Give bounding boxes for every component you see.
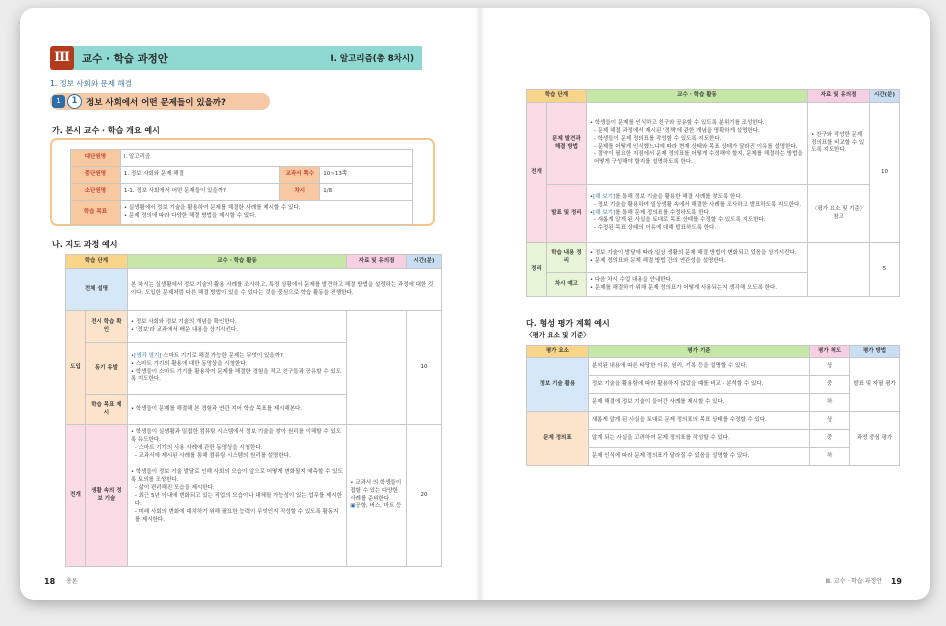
eval-criterion: 분석된 내용에 따른 타당한 이유, 원리, 기록 등을 설명할 수 있다. [588,358,809,376]
step-intro: 도입 [66,311,86,425]
try-tag: [해 보기] [593,209,616,216]
step-development: 전개 [66,425,86,567]
overview-value: 1. 정보 사회와 문제 해결 [120,167,279,184]
time-cell: 5 [870,243,900,297]
substep-preview: 차시 예고 [546,273,586,297]
eval-group-tech: 정보 기술 활용 [527,358,589,412]
activity-line: - 미래 사회의 변화에 대처하기 위해 필요한 능력이 무엇인지 작성할 수 있도록 활동지를 제시한다. [134,508,339,523]
activity-line: • 학생들이 스마트 기기를 활용하여 문제를 해결한 경험을 적고 친구들과 공유할 수 있도록 지도한다. [130,368,342,383]
overview-value: 10~13쪽 [320,167,413,184]
activity-cell [586,185,807,243]
chapter-title: 교수 · 학습 과정안 [82,53,168,65]
eval-scale: 중 [810,376,850,394]
activity-line: •[생각 열기] 스마트 기기로 해결 가능한 문제는 무엇이 있을까? [130,352,283,359]
header-eval-element: 평가 요소 [527,346,589,358]
eval-criterion: 문제 해결에 정보 기술이 들어간 사례를 제시할 수 있다. [588,394,809,412]
material-cell [347,425,407,567]
header-activity: 교수 · 학습 활동 [586,90,807,103]
activity-line: • 학생들이 문제를 인식하고 친구와 공유할 수 있도록 분위기를 조성한다. [589,119,765,126]
eval-scale: 하 [810,448,850,466]
chapter-number-badge: Ⅲ [50,46,74,70]
activity-cell [127,343,346,395]
material-cell [347,311,407,425]
activity-line: - 학생들이 문제 정의표를 작성할 수 있도록 지도한다. [593,135,722,142]
process-table-continued [526,89,900,297]
material-cell: 〈평가 요소 및 기준〉참고 [808,185,870,243]
overview-text: 본 차시는 실생활에서 정보 기술의 활용 사례를 조사하고, 특정 상황에서 문제를 발견하고 해결 방법을 설정하는 과정에 대한 것이다. 도입한 문제처럼 다른 해결 방법이 있을 수 있다는 것을 중심으로 학습 활동을 진행한다. [127,269,441,311]
eval-scale: 상 [810,358,850,376]
header-material: 자료 및 유의점 [808,90,870,103]
lesson-number-badge: 1 [52,95,65,108]
chapter-header [50,46,422,70]
activity-line: - 최근 5년 이내에 변화되고 있는 직업의 모습이나 대체될 가능성이 있는 업무를 제시한다. [134,492,342,507]
header-eval-method: 평가 방법 [850,346,900,358]
time-cell: 20 [407,425,442,567]
step-wrapup: 정리 [527,243,547,297]
learning-goals [120,201,412,225]
think-tag: [생각 열기] [134,352,162,359]
header-activity: 교수 · 학습 활동 [127,255,346,269]
activity-cell [586,273,807,297]
activity-line: •[해 보기]를 통해 문제 정의표를 수정하도록 한다. [589,209,711,216]
substep-presentation: 발표 및 정리 [546,185,586,243]
activity-line: - 정보 기술을 활용하여 일상생활 속에서 해결한 사례를 조사하고 발표하도록 지도한다. [593,201,802,208]
activity-line: •[해 보기]를 통해 정보 기술을 활용한 해결 사례를 찾도록 한다. [589,193,743,200]
section-b-title: 나. 지도 과정 예시 [52,240,118,249]
activity-cell [127,425,346,567]
time-cell: 10 [870,103,900,243]
eval-scale: 중 [810,430,850,448]
material-cell: • 친구와 작성한 문제 정의표를 비교할 수 있도록 지도한다. [808,103,870,185]
overview-label: 중단원명 [71,167,121,184]
activity-cell [127,311,346,343]
material-example: 공항, 버스, 마트 등 [355,503,402,510]
lesson-question-banner [50,93,270,110]
step-development: 전개 [527,103,547,243]
book-spread [20,8,930,600]
activity-line: - 문제 해결 과정에서 제시된 '정책'에 관한 개념을 명확하게 설명한다. [593,127,760,134]
header-eval-scale: 평가 척도 [810,346,850,358]
activity-line: • 스마트 기기의 활용에 대한 동영상을 시청한다. [130,360,248,367]
activity-text: 스마트 기기로 해결 가능한 문제는 무엇이 있을까? [161,352,283,359]
eval-criterion: 문제 인식에 따라 문제 정의표가 달라질 수 있음을 설명할 수 있다. [588,448,809,466]
step-overview: 전체 설명 [66,269,128,311]
activity-line: - 삶이 편리해진 모습을 제시한다. [134,484,215,491]
activity-line: • 문제를 해결하기 위해 문제 정의표가 어떻게 사용되는지 생각해 오도록 한다. [589,284,778,291]
substep-goal: 학습 목표 제시 [85,395,127,425]
substep-life-tech: 생활 속의 정보 기술 [85,425,127,567]
activity-line: • 정보 기술이 발달에 따라 일상 생활의 문제 해결 방법이 변화되고 있음을 상기시킨다. [589,249,797,256]
overview-value: Ⅰ. 알고리즘 [120,150,412,167]
right-page [485,8,930,600]
activity-line: - 수정된 목표 상태의 이유에 대해 발표하도록 한다. [593,225,717,232]
overview-value: 1-1. 정보 사회에서 어떤 문제들이 있을까? [120,184,279,201]
page-number-right: 19 [890,577,902,586]
activity-line: • 정보 사회와 정보 기술의 개념을 확인한다. [130,318,237,325]
header-step: 학습 단계 [527,90,587,103]
overview-label: 교과서 쪽수 [280,167,320,184]
overview-label: 차시 [280,184,320,201]
eval-method: 과정 중심 평가 [850,412,900,466]
goal-line: • 문제 정의에 따라 다양한 해결 방법을 제시할 수 있다. [123,212,257,219]
activity-cell [586,103,807,185]
substep-summary: 학습 내용 정리 [546,243,586,273]
section-a-title: 가. 본시 교수 · 학습 개요 예시 [52,126,160,135]
eval-scale: 상 [810,412,850,430]
page-number-left: 18 [44,577,56,586]
left-page [20,8,475,600]
evaluation-table [526,345,900,466]
overview-table [70,149,413,225]
section-subheading: 1. 정보 사회와 문제 해결 [50,79,132,88]
activity-line: - 절약이 필요한 지점에서 문제 정의표를 어떻게 수정해야 할지, 문제를 해결하는 방법을 어떻게 구성해야 할지를 설명하도록 한다. [593,151,803,166]
header-time: 시간(분) [870,90,900,103]
activity-line: - 문제를 어떻게 인식했느냐에 따라 현재 상태와 목표 상태가 달라진 이유를 설명한다. [593,143,798,150]
activity-line: - 새롭게 알게 된 사실을 토대로 목표 상태를 수정할 수 있도록 지도한다. [593,217,766,224]
eval-criterion: 새롭게 알게 된 사실을 토대로 문제 정의표의 목표 상태를 수정할 수 있다. [588,412,809,430]
section-c-title: 다. 형성 평가 계획 예시 [526,319,610,328]
eval-criterion: 알게 되는 사실을 고려하여 문제 정의표를 작성할 수 있다. [588,430,809,448]
activity-line: • 학생들이 실생활과 밀접한 컴퓨팅 시스템에서 정보 기술을 찾아 원리를 이해할 수 있도록 유도한다. [130,429,342,443]
activity-cell [586,243,807,273]
overview-label: 소단원명 [71,184,121,201]
header-material: 자료 및 유의점 [347,255,407,269]
overview-label: 대단원명 [71,150,121,167]
activity-line: - 스마트 기기의 사용 사례에 관한 동영상을 시청한다. [134,444,263,451]
activity-line: • 다음 차시 수업 내용을 안내한다. [589,276,673,283]
substep-problem: 문제 발견과 해결 방법 [546,103,586,185]
material-icon: ▣ [350,503,356,510]
eval-criterion: 정보 기술을 활용함에 따라 활용하지 않았을 때를 비교 · 분석할 수 있다. [588,376,809,394]
header-time: 시간(분) [407,255,442,269]
activity-text: 를 통해 정보 기술을 활용한 해결 사례를 찾도록 한다. [615,193,743,200]
unit-label: Ⅰ. 알고리즘(총 8차시) [330,54,414,64]
header-step: 학습 단계 [66,255,128,269]
page-footer-label-left: 총론 [66,578,78,585]
activity-cell: • 학생들이 문제를 해결해 본 경험과 연관 지어 학습 목표를 제시해본다. [127,395,346,425]
lesson-circle-badge: 1 [67,94,82,109]
lesson-question-title: 정보 사회에서 어떤 문제들이 있을까? [86,98,226,108]
substep-motivation: 동기 유발 [85,343,127,395]
substep-review: 전시 학습 확인 [85,311,127,343]
page-footer-label-right: Ⅲ. 교수 · 학습 과정안 [825,578,882,585]
material-cell [808,243,870,297]
activity-line: • 학생들이 정보 기술 발달로 인해 사회의 모습이 앞으로 어떻게 변화될지 예측할 수 있도록 토의를 조성한다. [130,468,343,483]
page-gutter [475,8,485,600]
section-c-subtitle: 〈평가 요소 및 기준〉 [526,331,590,339]
activity-line: • '정보'라 교과에서 배운 내용을 상기시킨다. [130,326,238,333]
activity-line: - 교과서에 제시된 사례를 통해 컴퓨팅 시스템의 원리를 설명한다. [134,452,291,459]
eval-group-problem: 문제 정의표 [527,412,589,466]
header-eval-criteria: 평가 기준 [588,346,809,358]
process-table [65,254,442,567]
overview-value: 1/8 [320,184,413,201]
try-tag: [해 보기] [593,193,616,200]
eval-scale: 하 [810,394,850,412]
activity-line: • 문제 정의표와 문제 해결 방법 간의 연관성을 설명한다. [589,257,726,264]
material-text: • 교과서 의 학생들이 접할 수 있는 다양한 사례를 준비한다. [350,479,402,502]
material-text [350,503,403,511]
goal-line: • 실생활에서 정보 기술을 활용하여 문제를 해결한 사례를 제시할 수 있다. [123,204,301,211]
time-cell: 10 [407,311,442,425]
activity-text: 를 통해 문제 정의표를 수정하도록 한다. [615,209,711,216]
eval-method: 발표 및 자필 평가 [850,358,900,412]
overview-label: 학습 목표 [71,201,121,225]
